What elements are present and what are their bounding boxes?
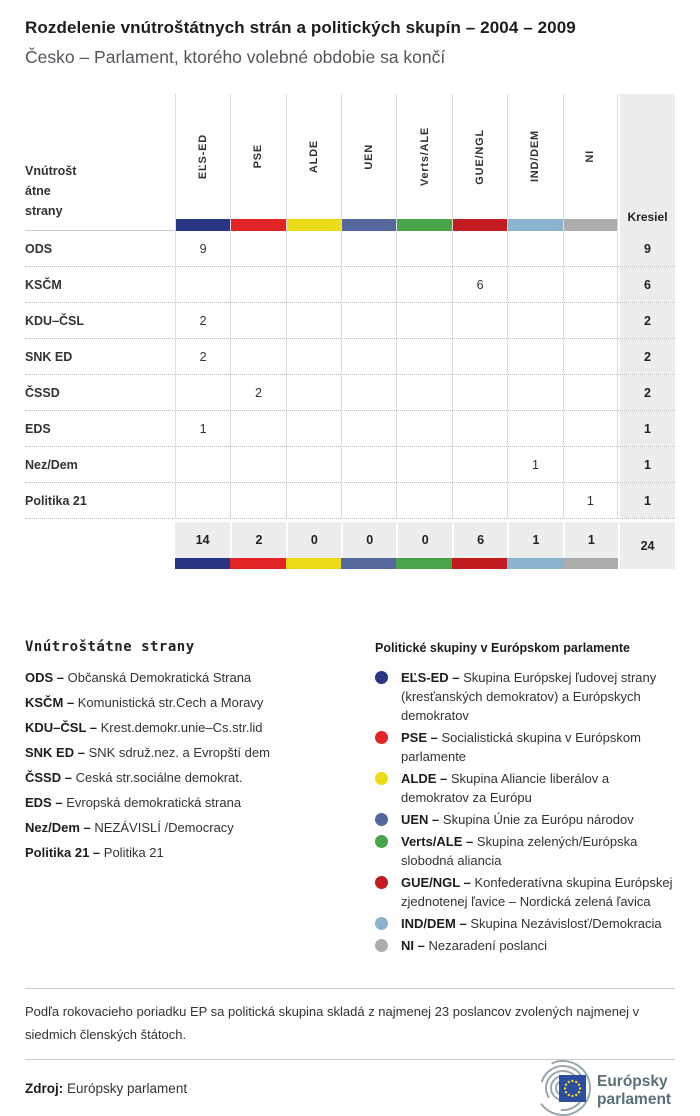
row-header-label [25,94,175,231]
group-color-band [342,219,396,231]
party-label: ODS [25,241,53,256]
seat-cell: 1 [507,447,562,482]
legend-dot-icon [375,772,388,785]
seat-cell [507,375,562,410]
legend-dot-icon [375,731,388,744]
group-desc: Socialistická skupina v Európskom parlamente [401,730,641,764]
group-legend-item [375,769,675,807]
party-abbr: KDU–ČSL – [25,720,98,735]
seat-cell [230,339,285,374]
table-header-row [25,94,675,231]
group-legend-item [375,936,675,955]
table-body [25,231,675,519]
party-label: KSČM [25,277,62,292]
legends-section [25,639,675,958]
seats-total-cell: 6 [620,267,675,302]
seat-cell [286,339,341,374]
party-label: EDS [25,421,51,436]
group-color-band [453,219,507,231]
party-desc: Krest.demokr.unie–Cs.str.lid [100,720,263,735]
seat-cell [341,267,396,302]
seat-cell: 1 [175,411,230,446]
seat-cell [507,411,562,446]
seat-cell [452,447,507,482]
seat-cell [563,375,618,410]
legend-national-parties [25,639,375,958]
group-column-header [507,94,562,231]
table-row [25,231,675,267]
party-abbr: ODS – [25,670,65,685]
party-legend-item [25,695,375,711]
seat-cell [286,447,341,482]
group-code-label: NI [584,150,597,163]
group-legend-item [375,728,675,766]
totals-value-cell: 1 [507,522,562,558]
group-desc: Skupina Únie za Európu národov [442,812,634,827]
seat-cell [341,231,396,266]
seat-cell [175,483,230,518]
party-legend-item [25,720,375,736]
seat-cell [507,231,562,266]
totals-column [286,522,341,569]
seat-cell [286,375,341,410]
group-legend-item [375,914,675,933]
seat-cell [507,303,562,338]
seat-cell [452,339,507,374]
seat-cell [286,303,341,338]
seat-cell [563,231,618,266]
seat-cell [396,231,451,266]
seat-cell [507,339,562,374]
group-column-header [563,94,618,231]
seat-cell [396,267,451,302]
seat-cell [563,447,618,482]
group-color-band [396,558,451,569]
group-color-band [341,558,396,569]
group-color-band [507,558,562,569]
table-row [25,447,675,483]
row-header-line: Vnútrošt [25,164,77,178]
party-desc: SNK sdruž.nez. a Evropští dem [88,745,270,760]
table-row [25,375,675,411]
seat-cell [452,375,507,410]
seat-cell [341,339,396,374]
group-code-label: Verts/ALE [418,126,431,187]
legend-dot-icon [375,876,388,889]
legend-dot-icon [375,671,388,684]
group-legend-item [375,873,675,911]
seat-cell [396,411,451,446]
group-column-header [341,94,396,231]
party-desc: NEZÁVISLÍ /Democracy [94,820,234,835]
seat-cell: 2 [175,339,230,374]
seats-total-cell: 9 [620,231,675,266]
seats-column-header: Kresiel [620,94,675,231]
group-color-band [176,219,230,231]
seat-cell [230,447,285,482]
seat-cell [507,267,562,302]
legend-dot-icon [375,939,388,952]
totals-column [396,522,451,569]
group-legend-item [375,810,675,829]
group-desc: Nezaradení poslanci [428,938,547,953]
seats-table [25,94,675,569]
party-legend-item [25,795,375,811]
party-abbr: KSČM – [25,695,75,710]
party-legend-item [25,745,375,761]
totals-value-cell: 6 [452,522,507,558]
seat-cell [286,411,341,446]
seat-cell: 9 [175,231,230,266]
group-color-band [231,219,285,231]
seat-cell [175,375,230,410]
table-row [25,303,675,339]
totals-cells [175,522,618,569]
seats-total-cell: 2 [620,339,675,374]
legend-parties-list [25,670,375,861]
seat-cell [230,411,285,446]
party-desc: Komunistická str.Cech a Moravy [77,695,264,710]
totals-value-cell: 0 [341,522,396,558]
party-label: KDU–ČSL [25,313,85,328]
group-color-band [287,219,341,231]
table-row [25,267,675,303]
seat-cell [286,483,341,518]
group-desc: Skupina zelených/Európska slobodná aliancia [401,834,638,868]
seats-total-cell: 2 [620,303,675,338]
seat-cell [230,483,285,518]
seat-cell [341,483,396,518]
group-abbr: GUE/NGL – [401,875,471,890]
page-title: Rozdelenie vnútroštátnych strán a politických skupín – 2004 – 2009 [25,18,576,37]
seat-cell [563,411,618,446]
seat-cell [286,231,341,266]
seat-cell [563,339,618,374]
source-label: Zdroj: [25,1080,64,1096]
seat-cell [452,483,507,518]
party-label: Nez/Dem [25,457,78,472]
party-desc: Evropská demokratická strana [66,795,242,810]
party-legend-item [25,820,375,836]
group-abbr: Verts/ALE – [401,834,474,849]
seat-cell [396,447,451,482]
party-abbr: Politika 21 – [25,845,101,860]
group-code-label: UEN [363,143,376,170]
group-column-header [286,94,341,231]
group-code-label: EĽS-ED [197,133,210,180]
group-color-band [286,558,341,569]
party-label: SNK ED [25,349,73,364]
party-abbr: SNK ED – [25,745,85,760]
legend-groups-list [375,668,675,955]
group-desc: Skupina Aliancie liberálov a demokratov za Európu [401,771,610,805]
group-color-band [564,219,617,231]
group-column-header [396,94,451,231]
seats-total-cell: 1 [620,447,675,482]
totals-seats-cell: 24 [620,522,675,569]
table-row [25,411,675,447]
eu-flag-icon [559,1075,586,1102]
totals-value-cell: 2 [230,522,285,558]
seat-cell [341,303,396,338]
seat-cell: 1 [563,483,618,518]
totals-row [25,522,675,569]
totals-value-cell: 14 [175,522,230,558]
seat-cell: 2 [230,375,285,410]
seat-cell [507,483,562,518]
legend-groups-title: Politické skupiny v Európskom parlamente [375,641,630,655]
totals-value-cell: 0 [396,522,451,558]
group-abbr: IND/DEM – [401,916,467,931]
seat-cell [286,267,341,302]
logo-text-line2: parlament [597,1091,672,1108]
source-value: Európsky parlament [67,1080,188,1096]
party-legend-item [25,670,375,686]
footnote-text: Podľa rokovacieho poriadku EP sa politická skupina skladá z najmenej 23 poslancov zvolených najmenej v siedmich členských štátoch. [25,1004,640,1042]
totals-column [563,522,618,569]
seat-cell: 6 [452,267,507,302]
seat-cell [230,231,285,266]
group-desc: Skupina Európskej ľudovej strany (kresťanských demokratov) a Európskych demokratov [401,670,657,723]
group-column-header [230,94,285,231]
party-abbr: EDS – [25,795,63,810]
seat-cell [341,447,396,482]
party-legend-item [25,770,375,786]
seat-cell: 2 [175,303,230,338]
seat-cell [175,267,230,302]
group-color-band [230,558,285,569]
legend-dot-icon [375,917,388,930]
group-abbr: ALDE – [401,771,448,786]
seats-total-cell: 2 [620,375,675,410]
footnote-section [25,988,675,1060]
logo-text-line1: Európsky [597,1073,668,1090]
totals-column [341,522,396,569]
group-column-header [452,94,507,231]
party-abbr: Nez/Dem – [25,820,91,835]
totals-value-cell: 0 [286,522,341,558]
seat-cell [175,447,230,482]
legend-political-groups [375,639,675,958]
group-column-header [175,94,230,231]
seat-cell [396,483,451,518]
party-desc: Občanská Demokratická Strana [67,670,252,685]
group-legend-item [375,832,675,870]
legend-dot-icon [375,813,388,826]
totals-column [507,522,562,569]
source-line [25,1081,187,1096]
seats-total-cell: 1 [620,411,675,446]
table-row [25,339,675,375]
party-label: Politika 21 [25,493,87,508]
totals-column [175,522,230,569]
row-header-line: strany [25,204,63,218]
party-desc: Ceská str.sociálne demokrat. [75,770,243,785]
group-column-headers [175,94,618,231]
row-header-line: átne [25,184,51,198]
group-color-band [452,558,507,569]
group-code-label: PSE [252,144,265,169]
group-abbr: NI – [401,938,425,953]
group-color-band [397,219,451,231]
totals-row-spacer [25,522,175,569]
legend-parties-title: Vnútroštátne strany [25,639,195,655]
group-desc: Skupina Nezávislosť/Demokracia [470,916,662,931]
group-legend-item [375,668,675,725]
group-color-band [175,558,230,569]
legend-dot-icon [375,835,388,848]
group-abbr: UEN – [401,812,440,827]
seat-cell [452,231,507,266]
group-code-label: ALDE [307,139,320,174]
group-abbr: PSE – [401,730,438,745]
totals-column [452,522,507,569]
seat-cell [230,303,285,338]
group-code-label: GUE/NGL [474,128,487,185]
seat-cell [341,411,396,446]
totals-column [230,522,285,569]
seat-cell [341,375,396,410]
group-color-band [508,219,562,231]
group-code-label: IND/DEM [529,130,542,183]
party-desc: Politika 21 [103,845,164,860]
seat-cell [396,303,451,338]
seats-total-cell: 1 [620,483,675,518]
seat-cell [563,267,618,302]
totals-value-cell: 1 [563,522,618,558]
seat-cell [396,339,451,374]
party-legend-item [25,845,375,861]
seat-cell [563,303,618,338]
page-subtitle: Česko – Parlament, ktorého volebné obdobie sa končí [25,47,446,67]
seat-cell [452,411,507,446]
party-label: ČSSD [25,385,60,400]
group-desc: Konfederatívna skupina Európskej zjednotenej ľavice – Nordická zelená ľavica [401,875,673,909]
group-color-band [563,558,618,569]
party-abbr: ČSSD – [25,770,72,785]
seat-cell [452,303,507,338]
table-row [25,483,675,519]
seat-cell [230,267,285,302]
group-abbr: EĽS-ED – [401,670,460,685]
seat-cell [396,375,451,410]
